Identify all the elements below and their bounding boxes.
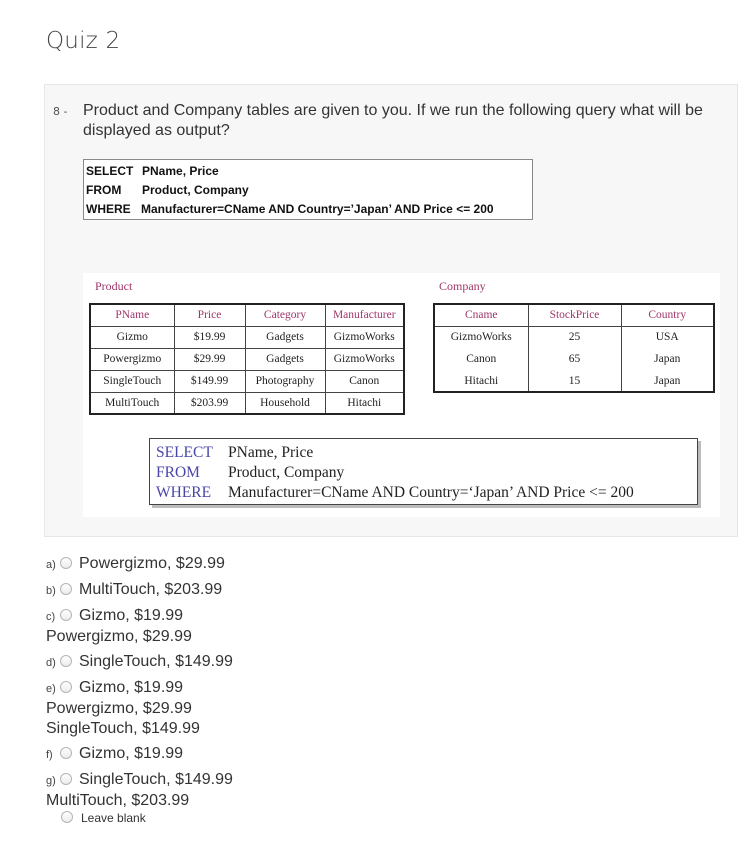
sql-clause: PName, Price (228, 444, 314, 461)
table-header: StockPrice (528, 304, 621, 326)
option-letter: e) (46, 683, 56, 695)
sql-line (156, 443, 691, 463)
radio-button[interactable] (60, 681, 72, 693)
table-cell: Gadgets (245, 348, 325, 370)
answer-options (46, 554, 646, 816)
radio-button[interactable] (60, 655, 72, 667)
option-letter: g) (46, 775, 56, 787)
option-text: MultiTouch, $203.99 (79, 581, 223, 598)
table-cell: Japan (621, 370, 714, 392)
table-cell: Powergizmo (90, 348, 174, 370)
sql-query-box (83, 159, 533, 220)
table-header-row (90, 304, 404, 326)
table-row (90, 348, 404, 370)
company-table (433, 303, 715, 393)
sql-clause: Product, Company (142, 183, 249, 197)
sql-line (156, 463, 691, 483)
table-cell: $19.99 (174, 326, 245, 348)
question-card (44, 84, 738, 537)
answer-option-g[interactable] (46, 770, 646, 811)
option-letter: a) (46, 559, 56, 571)
answer-option-e[interactable] (46, 678, 646, 739)
table-row (434, 370, 714, 392)
sql-clause: Product, Company (228, 464, 345, 481)
table-cell: SingleTouch (90, 370, 174, 392)
table-cell: $149.99 (174, 370, 245, 392)
radio-button[interactable] (60, 773, 72, 785)
sql-keyword: FROM (86, 183, 122, 197)
question-text: Product and Company tables are given to you. If we run the following query what will be displayed as output? (83, 102, 703, 139)
table-cell: 65 (528, 348, 621, 370)
table-header-row (434, 304, 714, 326)
option-text: SingleTouch, $149.99 (79, 653, 233, 670)
quiz-title: Quiz 2 (46, 28, 121, 54)
sql-line (86, 181, 530, 200)
table-cell: MultiTouch (90, 392, 174, 414)
product-table (89, 303, 405, 415)
radio-button[interactable] (60, 747, 72, 759)
table-cell: $203.99 (174, 392, 245, 414)
option-letter: b) (46, 585, 56, 597)
answer-option-b[interactable] (46, 580, 646, 601)
table-row (90, 326, 404, 348)
answer-option-d[interactable] (46, 652, 646, 673)
radio-button[interactable] (60, 609, 72, 621)
table-cell: GizmoWorks (325, 326, 404, 348)
table-header: Price (174, 304, 245, 326)
table-cell: Photography (245, 370, 325, 392)
table-cell: Canon (325, 370, 404, 392)
table-cell: Hitachi (325, 392, 404, 414)
answer-option-f[interactable] (46, 744, 646, 765)
table-cell: Household (245, 392, 325, 414)
sql-clause: PName, Price (142, 164, 219, 178)
leave-blank-option[interactable] (61, 811, 146, 825)
table-cell: 25 (528, 326, 621, 348)
question-number: 8 - (53, 105, 68, 118)
option-text: Powergizmo, $29.99 (79, 555, 225, 572)
sql-keyword: WHERE (156, 484, 212, 501)
sql-line (86, 162, 530, 181)
leave-blank-label: Leave blank (81, 811, 146, 825)
table-header: Category (245, 304, 325, 326)
figure-sql-query (149, 438, 698, 505)
sql-keyword: SELECT (156, 444, 213, 461)
table-cell: GizmoWorks (434, 326, 528, 348)
sql-keyword: WHERE (86, 202, 131, 216)
option-letter: d) (46, 657, 56, 669)
sql-line (86, 200, 530, 219)
table-header: PName (90, 304, 174, 326)
answer-option-a[interactable] (46, 554, 646, 575)
table-header: Country (621, 304, 714, 326)
answer-option-c[interactable] (46, 606, 646, 647)
table-row (90, 370, 404, 392)
option-text: Gizmo, $19.99 (79, 745, 184, 762)
radio-button[interactable] (60, 583, 72, 595)
table-header: Cname (434, 304, 528, 326)
radio-button[interactable] (60, 557, 72, 569)
company-table-label: Company (439, 279, 486, 293)
table-header: Manufacturer (325, 304, 404, 326)
table-cell: USA (621, 326, 714, 348)
radio-button[interactable] (61, 811, 73, 823)
table-cell: Hitachi (434, 370, 528, 392)
product-table-label: Product (95, 279, 133, 293)
sql-clause: Manufacturer=CName AND Country=’Japan’ AND Price <= 200 (141, 202, 494, 216)
table-cell: Gizmo (90, 326, 174, 348)
table-cell: Japan (621, 348, 714, 370)
option-text: Gizmo, $19.99 Powergizmo, $29.99 (46, 607, 192, 645)
sql-clause: Manufacturer=CName AND Country=‘Japan’ AND Price <= 200 (228, 484, 634, 501)
option-letter: f) (46, 749, 53, 761)
option-text: SingleTouch, $149.99 MultiTouch, $203.99 (46, 771, 233, 809)
table-cell: GizmoWorks (325, 348, 404, 370)
table-cell: 15 (528, 370, 621, 392)
table-cell: Canon (434, 348, 528, 370)
table-row (434, 348, 714, 370)
option-text: Gizmo, $19.99 Powergizmo, $29.99 SingleTouch, $149.99 (46, 679, 200, 737)
table-cell: $29.99 (174, 348, 245, 370)
sql-line (156, 483, 691, 503)
table-cell: Gadgets (245, 326, 325, 348)
sql-keyword: FROM (156, 464, 200, 481)
option-letter: c) (46, 611, 56, 623)
sql-keyword: SELECT (86, 164, 134, 178)
table-row (90, 392, 404, 414)
table-row (434, 326, 714, 348)
